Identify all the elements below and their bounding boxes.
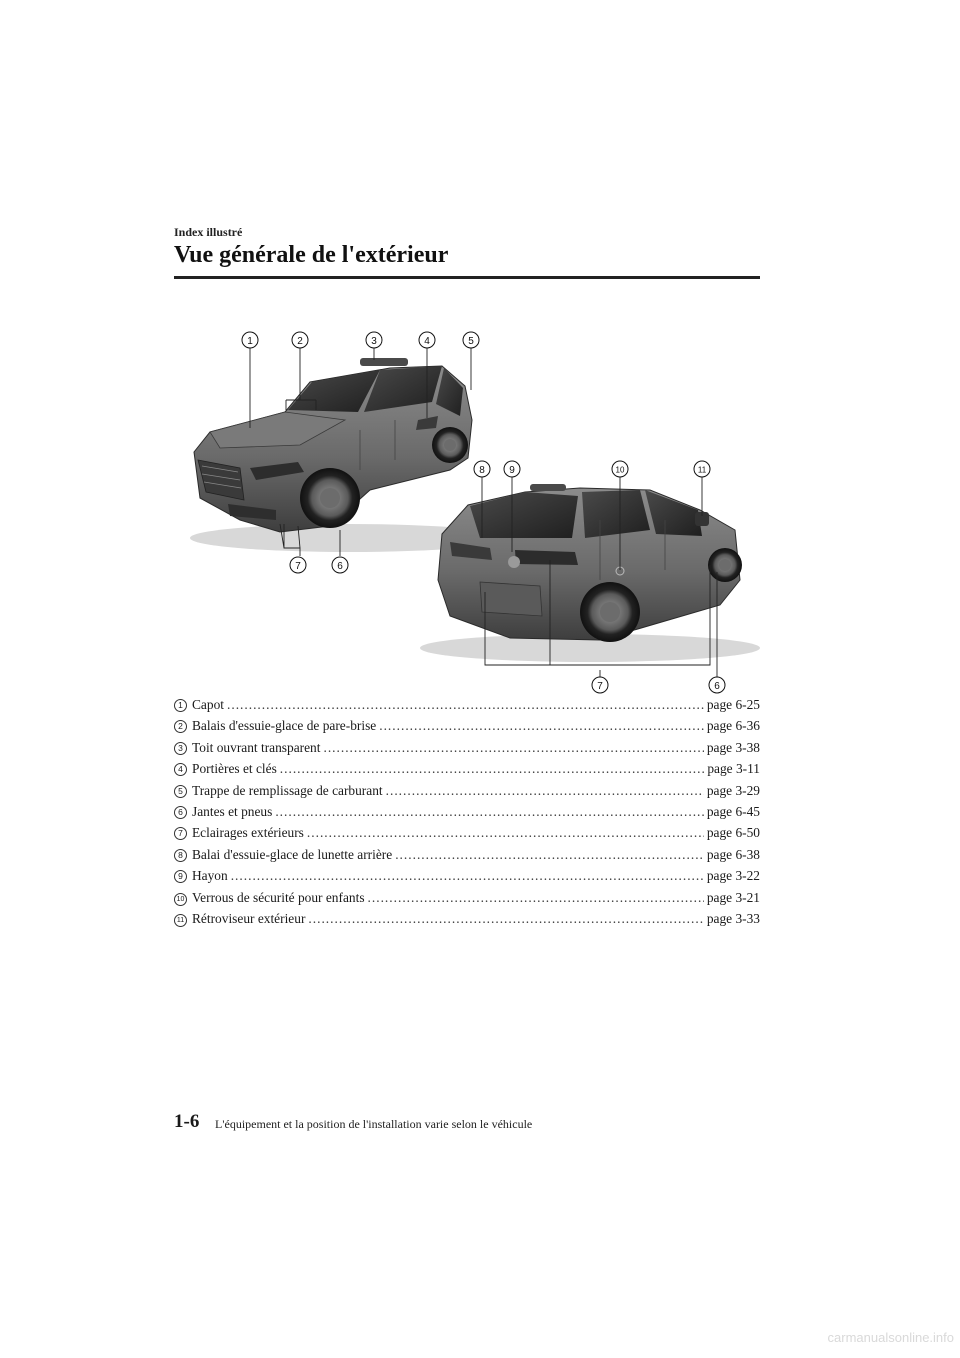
callout-front-7 [290,557,306,573]
page-number: 1-6 [174,1111,200,1132]
svg-text:7: 7 [597,681,603,692]
item-label: Toit ouvrant transparent [192,739,321,755]
dot-leader [379,718,704,734]
section-label: Index illustré [174,225,243,239]
callout-rear-8 [474,461,490,477]
item-label: Portières et clés [192,761,277,777]
callout-rear-9 [504,461,520,477]
callout-rear-10 [612,461,628,477]
item-number: 3 [174,742,187,755]
item-label: Rétroviseur extérieur [192,910,306,926]
list-item [174,847,760,868]
callout-rear-7 [592,677,608,693]
title-rule [174,276,760,279]
callout-front-6 [332,557,348,573]
item-page-ref: page 3-22 [706,868,760,884]
svg-text:4: 4 [424,336,430,347]
svg-text:7: 7 [295,561,301,572]
callout-front-2 [292,332,308,348]
list-item [174,868,760,889]
dot-leader [323,740,703,756]
item-number: 1 [174,699,187,712]
item-number: 9 [174,870,187,883]
item-page-ref: page 3-33 [706,910,760,926]
svg-text:9: 9 [509,465,515,476]
list-item [174,761,760,782]
svg-text:8: 8 [479,465,485,476]
dot-leader [307,825,704,841]
dot-leader [275,804,704,820]
footer-note: L'équipement et la position de l'installation varie selon le véhicule [215,1117,533,1131]
item-page-ref: page 6-45 [706,803,760,819]
vehicle-exterior-illustration [180,320,760,695]
dot-leader [395,847,704,863]
item-number: 2 [174,720,187,733]
list-item [174,783,760,804]
item-number: 10 [174,893,187,906]
watermark[interactable]: carmanualsonline.info [827,1330,954,1345]
item-page-ref: page 6-36 [706,718,760,734]
svg-text:3: 3 [371,336,377,347]
page-title: Vue générale de l'extérieur [174,242,449,268]
callout-front-1 [242,332,258,348]
svg-text:2: 2 [297,336,303,347]
component-index-list [174,697,760,932]
list-item [174,825,760,846]
item-label: Verrous de sécurité pour enfants [192,889,365,905]
dot-leader [308,911,703,927]
callout-front-4 [419,332,435,348]
item-page-ref: page 3-29 [706,782,760,798]
item-page-ref: page 3-38 [706,739,760,755]
item-label: Hayon [192,868,228,884]
item-number: 8 [174,849,187,862]
item-page-ref: page 6-50 [706,825,760,841]
item-label: Capot [192,697,224,712]
svg-text:6: 6 [714,681,720,692]
dot-leader [386,783,704,799]
callout-front-3 [366,332,382,348]
item-number: 7 [174,827,187,840]
item-number: 11 [174,914,187,927]
item-label: Balai d'essuie-glace de lunette arrière [192,846,393,862]
item-label: Jantes et pneus [192,803,273,819]
item-label: Balais d'essuie-glace de pare-brise [192,718,377,734]
item-page-ref: page 6-25 [706,697,760,712]
svg-text:11: 11 [697,465,707,475]
svg-text:1: 1 [247,336,253,347]
item-page-ref: page 6-38 [706,846,760,862]
rear-car [420,484,760,662]
svg-text:10: 10 [615,465,625,475]
dot-leader [231,868,704,884]
item-number: 6 [174,806,187,819]
callout-front-5 [463,332,479,348]
list-item [174,697,760,718]
list-item [174,911,760,932]
list-item [174,740,760,761]
list-item [174,718,760,739]
item-page-ref: page 3-11 [707,761,760,777]
callout-rear-6 [709,677,725,693]
dot-leader [280,761,705,777]
list-item [174,804,760,825]
item-label: Eclairages extérieurs [192,825,304,841]
svg-text:5: 5 [468,336,474,347]
item-number: 4 [174,763,187,776]
callout-rear-11 [694,461,710,477]
list-item [174,890,760,911]
svg-text:6: 6 [337,561,343,572]
item-number: 5 [174,785,187,798]
item-page-ref: page 3-21 [706,889,760,905]
dot-leader [227,697,704,713]
dot-leader [368,890,704,906]
item-label: Trappe de remplissage de carburant [192,782,383,798]
